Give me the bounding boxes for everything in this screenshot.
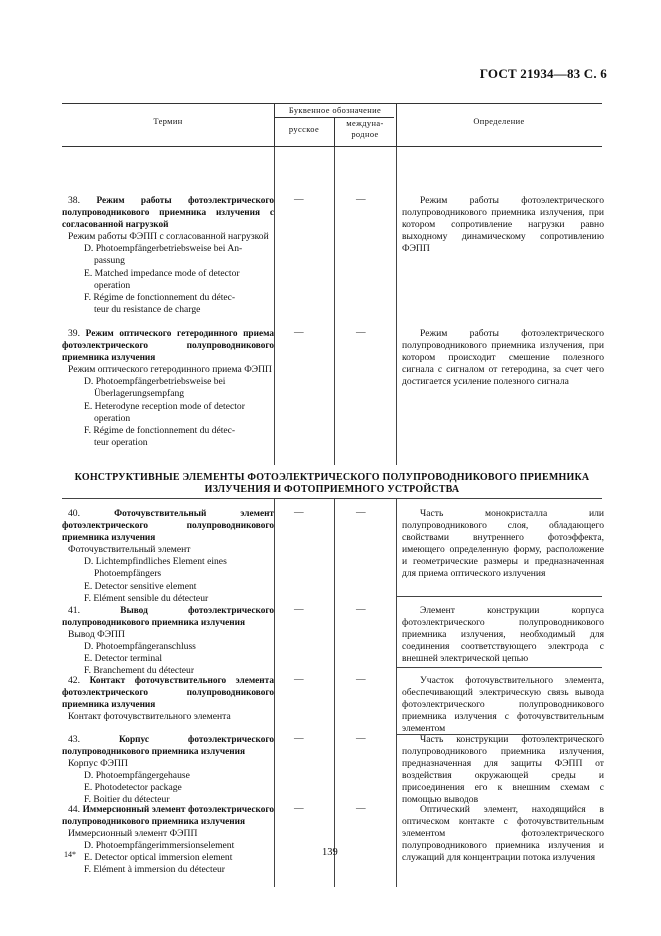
- term-lang-e: E. Detector sensitive element: [84, 580, 197, 592]
- definition-cell: Элемент конструкции корпуса фотоэлектрического полупроводникового приемника излучения, необходимый для соединения соответствующего электрода с внешней электрической цепью: [402, 605, 604, 665]
- header-international-line1: междуна-: [346, 119, 384, 128]
- term-heading: [62, 328, 274, 364]
- term-number: 42.: [68, 675, 80, 686]
- term-lang-e-cont: operation: [94, 279, 131, 291]
- table-header: [62, 103, 602, 147]
- term-number: 43.: [68, 734, 80, 745]
- term-cell: [62, 508, 274, 605]
- term-lang-e-cont: operation: [94, 412, 131, 424]
- term-lang-d: D. Photoempfängerbetriebsweise bei An-: [84, 243, 243, 255]
- term-lang-d: D. Lichtempfindliches Element eines: [84, 556, 227, 568]
- term-short: Вывод ФЭПП: [68, 629, 125, 641]
- term-lang-e: E. Heterodyne reception mode of detector: [84, 400, 245, 412]
- term-lang-e: E. Matched impedance mode of detector: [84, 267, 240, 279]
- term-short: Режим работы ФЭПП с согласованной нагрузкой: [68, 231, 269, 243]
- terms-table: [62, 103, 602, 887]
- term-name: Фоточувствительный элемент фотоэлектрического полупроводникового приемника излучения: [62, 509, 274, 544]
- international-designation: —: [356, 194, 366, 205]
- term-cell: [62, 605, 274, 678]
- term-lang-f-cont: teur du resistance de charge: [94, 303, 201, 315]
- term-lang-f: F. Boitier du détecteur: [84, 794, 170, 806]
- term-lang-e: E. Photodetector package: [84, 782, 182, 794]
- term-lang-d-cont: Photoempfängers: [94, 568, 162, 580]
- column-line: [396, 147, 397, 465]
- page-number: 139: [322, 847, 338, 858]
- term-heading: [62, 195, 274, 231]
- term-lang-f: F. Branchement du détecteur: [84, 665, 195, 677]
- header-subline: [274, 117, 394, 118]
- russian-designation: —: [294, 507, 304, 518]
- term-cell: [62, 804, 274, 877]
- international-designation: —: [356, 803, 366, 814]
- page-header: ГОСТ 21934—83 С. 6: [479, 66, 607, 81]
- term-lang-f: F. Régime de fonctionnement du détec-: [84, 291, 236, 303]
- term-heading: [62, 675, 274, 711]
- column-line: [274, 498, 275, 887]
- term-heading: [62, 508, 274, 544]
- column-line: [274, 147, 275, 465]
- international-designation: —: [356, 733, 366, 744]
- definition-cell: Участок фоточувствительного элемента, обеспечивающий электрическую связь вывода фотоэлектрического полупроводникового приемника излучения с фоточувствительным элементом: [402, 675, 604, 735]
- term-lang-d: D. Photoempfängergehause: [84, 770, 190, 782]
- term-name: Вывод фотоэлектрического полупроводникового приемника излучения: [62, 606, 274, 629]
- term-lang-d: D. Photoempfängeranschluss: [84, 641, 196, 653]
- term-name: Иммерсионный элемент фотоэлектрического полупроводникового приемника излучения: [62, 805, 274, 828]
- russian-designation: —: [294, 674, 304, 685]
- header-international-line2: родное: [351, 129, 379, 139]
- definition-cell: Часть монокристалла или полупроводникового слоя, обладающего свойствами внутреннего фотоэффекта, имеющего определенную форму, расположение и геометрические размеры и предназначенная для приема оптического излучения: [402, 508, 604, 580]
- term-short: Контакт фоточувствительного элемента: [68, 711, 231, 723]
- international-designation: —: [356, 327, 366, 338]
- international-designation: —: [356, 507, 366, 518]
- term-cell: [62, 675, 274, 723]
- term-lang-f-cont: teur operation: [94, 436, 148, 448]
- header-letter-designation: Буквенное обозначение: [288, 106, 382, 115]
- term-name: Режим оптического гетеродинного приема фотоэлектрического полупроводникового приемника излучения: [62, 329, 274, 364]
- term-lang-f: F. Régime de fonctionnement du détec-: [84, 424, 236, 436]
- term-heading: [62, 734, 274, 758]
- term-short: Режим оптического гетеродинного приема ФЭПП: [68, 364, 272, 376]
- term-number: 40.: [68, 508, 80, 519]
- term-lang-e: E. Detector optical immersion element: [84, 852, 233, 864]
- term-heading: [62, 804, 274, 828]
- russian-designation: —: [294, 803, 304, 814]
- international-designation: —: [356, 604, 366, 615]
- term-cell: [62, 328, 274, 449]
- column-line: [334, 147, 335, 465]
- term-cell: [62, 195, 274, 316]
- definition-cell: Режим работы фотоэлектрического полупроводникового приемника излучения, при котором сопротивление нагрузки равно выходному динамическому сопротивлению ФЭПП: [402, 195, 604, 255]
- header-international: [334, 119, 396, 140]
- russian-designation: —: [294, 604, 304, 615]
- definition-separator: [396, 667, 602, 668]
- header-definition: Определение: [473, 117, 525, 126]
- term-lang-d: D. Photoempfängerimmersionselement: [84, 840, 235, 852]
- term-lang-d-cont: passung: [94, 255, 125, 267]
- definition-separator: [396, 596, 602, 597]
- term-name: Корпус фотоэлектрического полупроводникового приемника излучения: [62, 735, 274, 758]
- term-short: Корпус ФЭПП: [68, 758, 128, 770]
- section-title: КОНСТРУКТИВНЫЕ ЭЛЕМЕНТЫ ФОТОЭЛЕКТРИЧЕСКОГО ПОЛУПРОВОДНИКОВОГО ПРИЕМНИКА ИЗЛУЧЕНИЯ И ФОТОПРИЕМНОГО УСТРОЙСТВА: [74, 472, 590, 495]
- column-line: [334, 498, 335, 887]
- definition-cell: Режим работы фотоэлектрического полупроводникового приемника излучения, при котором происходит смешение полезного сигнала с сигналом от гетеродина, за счет чего достигается усиление полезного сигнала: [402, 328, 604, 388]
- term-short: Иммерсионный элемент ФЭПП: [68, 828, 198, 840]
- column-line: [396, 498, 397, 887]
- term-lang-d: D. Photoempfängerbetriebsweise bei: [84, 376, 226, 388]
- term-number: 41.: [68, 605, 80, 616]
- term-number: 44.: [68, 804, 80, 815]
- term-name: Режим работы фотоэлектрического полупроводникового приемника излучения с согласованной нагрузкой: [62, 196, 274, 231]
- russian-designation: —: [294, 194, 304, 205]
- russian-designation: —: [294, 327, 304, 338]
- term-short: Фоточувствительный элемент: [68, 544, 191, 556]
- term-number: 38.: [68, 195, 80, 206]
- term-lang-d-cont: Überlagerungsempfang: [94, 388, 185, 400]
- term-lang-f: F. Elément sensible du détecteur: [84, 592, 209, 604]
- term-cell: [62, 734, 274, 807]
- term-number: 39.: [68, 328, 80, 339]
- term-lang-f: F. Elément à immersion du détecteur: [84, 864, 225, 876]
- international-designation: —: [356, 674, 366, 685]
- term-name: Контакт фоточувствительного элемента фотоэлектрического полупроводникового приемника излучения: [62, 676, 274, 711]
- footer-signature-mark: 14*: [64, 850, 76, 859]
- header-russian: русское: [288, 125, 320, 134]
- russian-designation: —: [294, 733, 304, 744]
- term-lang-e: E. Detector terminal: [84, 653, 163, 665]
- header-term: Термин: [153, 117, 183, 126]
- definition-cell: Оптический элемент, находящийся в оптическом контакте с фоточувствительным элементом фотоэлектрического полупроводникового приемника излучения и служащий для концентрации потока излучения: [402, 804, 604, 864]
- definition-cell: Часть конструкции фотоэлектрического полупроводникового приемника излучения, предназначенная для защиты ФЭПП от воздействия окружающей среды и присоединения его к внешним схемам с помощью выводов: [402, 734, 604, 806]
- term-heading: [62, 605, 274, 629]
- section-divider: [62, 498, 602, 499]
- table-body: [62, 147, 602, 887]
